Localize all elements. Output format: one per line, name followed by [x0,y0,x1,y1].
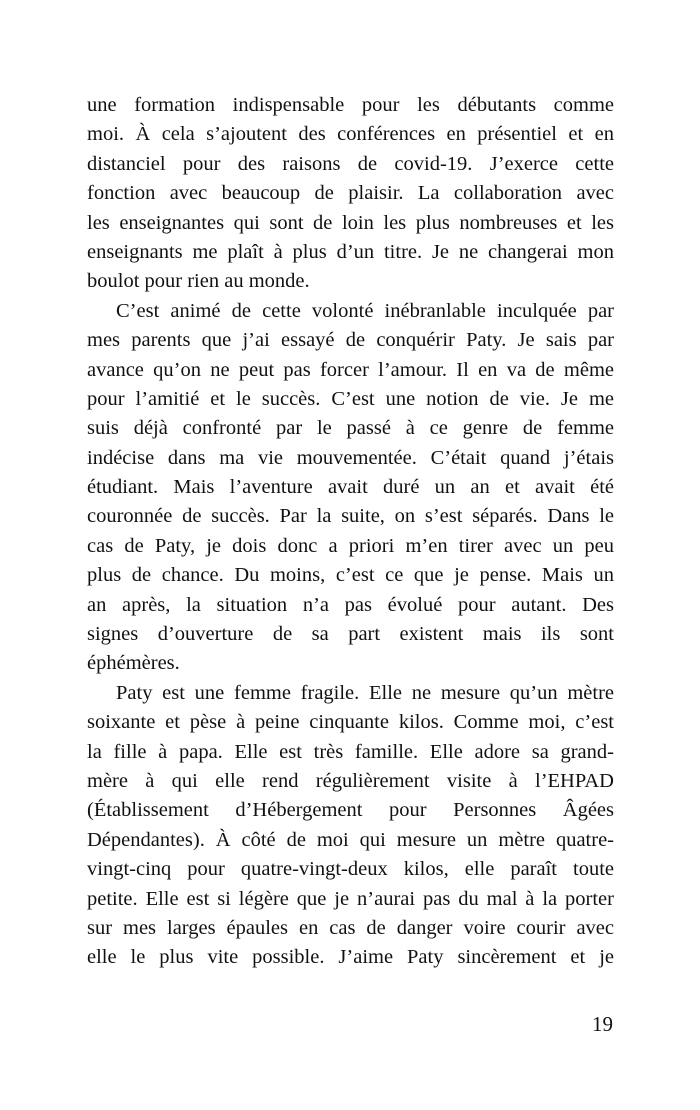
text-line: C’est animé de cette volonté inébranlable inculquée par [116,299,614,322]
text-line: sur mes larges épaules en cas de danger voire courir avec [87,916,614,939]
text-line: mes parents que j’ai essayé de conquérir Paty. Je sais par [87,329,614,352]
text-line: mère à qui elle rend régulièrement visite à l’EHPAD [87,769,614,792]
text-line: soixante et pèse à peine cinquante kilos. Comme moi, c’est [87,711,614,734]
text-line: distanciel pour des raisons de covid-19. J’exerce cette [87,152,614,175]
paragraph [87,297,614,679]
text-line: avance qu’on ne peut pas forcer l’amour. Il en va de même [87,358,614,381]
text-line: les enseignantes qui sont de loin les plus nombreuses et les [87,211,614,234]
text-line: suis déjà confronté par le passé à ce genre de femme [87,417,614,440]
paragraph [87,91,614,297]
text-line: indécise dans ma vie mouvementée. C’était quand j’étais [87,446,614,469]
text-line: vingt-cinq pour quatre-vingt-deux kilos, elle paraît toute [87,858,614,881]
page-number: 19 [592,1012,613,1036]
text-line: Paty est une femme fragile. Elle ne mesure qu’un mètre [116,681,614,704]
text-line: la fille à papa. Elle est très famille. Elle adore sa grand- [87,740,614,763]
text-line: moi. À cela s’ajoutent des conférences en présentiel et en [87,123,614,146]
text-line: pour l’amitié et le succès. C’est une notion de vie. Je me [87,387,614,410]
text-line: an après, la situation n’a pas évolué pour autant. Des [87,593,614,616]
text-line: Dépendantes). À côté de moi qui mesure un mètre quatre- [87,828,614,851]
text-line: elle le plus vite possible. J’aime Paty sincèrement et je [87,946,614,969]
text-line: signes d’ouverture de sa part existent mais ils sont [87,623,614,646]
text-line: éphémères. [87,652,180,675]
text-line: plus de chance. Du moins, c’est ce que je pense. Mais un [87,564,614,587]
text-line: étudiant. Mais l’aventure avait duré un an et avait été [87,476,614,499]
text-line: (Établissement d’Hébergement pour Personnes Âgées [87,799,614,822]
text-line: une formation indispensable pour les débutants comme [87,94,614,116]
body-text [87,91,614,973]
text-line: cas de Paty, je dois donc a priori m’en tirer avec un peu [87,534,614,557]
text-line: enseignants me plaît à plus d’un titre. Je ne changerai mon [87,240,614,263]
text-line: petite. Elle est si légère que je n’aurai pas du mal à la porter [87,887,614,910]
text-line: boulot pour rien au monde. [87,270,310,293]
paragraph [87,679,614,973]
text-line: fonction avec beaucoup de plaisir. La collaboration avec [87,182,614,205]
text-line: couronnée de succès. Par la suite, on s’est séparés. Dans le [87,505,614,528]
